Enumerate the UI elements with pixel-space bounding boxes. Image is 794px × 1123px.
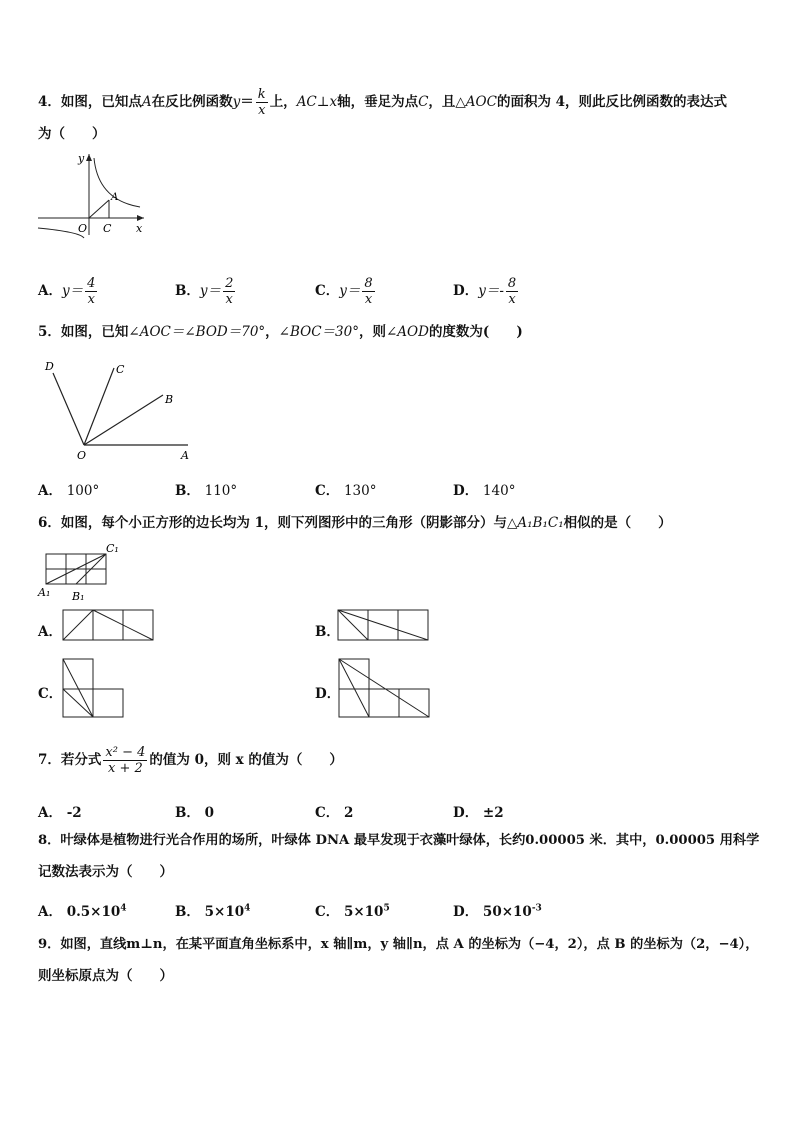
triangle-side [63,689,93,717]
q4-frac-den: x [258,103,266,118]
q4-label-y: y [78,152,85,165]
q6-option-b-figure[interactable] [337,609,431,642]
q5-target-angle: ∠AOD [385,324,429,340]
option-label: C． [315,904,340,920]
q4-frac-num: k [257,87,266,102]
option-label: D． [453,483,479,499]
option-label: C． [315,283,340,299]
q4-stem-line2: 为（ ） [38,126,106,142]
option-lhs: y＝ [339,283,361,299]
q6-option-b-label[interactable]: B． [315,624,340,640]
option-label: B． [175,904,200,920]
option-base: 50×10 [482,904,532,920]
option-value: 130° [343,483,377,499]
q5-label-o: O [77,449,87,462]
q5-figure [36,355,196,463]
q5-option-c[interactable] [315,479,376,499]
option-label: B． [175,805,200,821]
option-label: A． [38,483,62,499]
option-value: ±2 [482,805,504,821]
option-exp: 4 [120,903,127,914]
q5-ray-od [53,373,84,445]
q4-eq: ＝ [240,94,254,110]
q5-ray-ob [84,395,163,445]
option-value: 0 [204,805,215,821]
q9-stem-line1 [38,935,758,955]
q4-y-arrow [86,154,92,161]
option-den: x [364,292,373,307]
q6-option-d-figure[interactable] [338,658,432,719]
triangle-side [63,659,93,717]
q4-label-a: A [111,192,119,203]
q6-label-b1: B₁ [72,590,85,603]
option-den: x [87,292,95,307]
triangle-side [339,659,429,717]
option-label: A． [38,904,62,920]
q4-option-c[interactable] [315,276,377,307]
q8-number: 8． [38,833,61,848]
q4-perp: AC⊥x [296,94,338,110]
option-exp: 5 [383,903,390,914]
grid-cell [339,689,369,717]
q5-text: 如图，已知 [60,324,129,340]
q7-fraction [103,745,147,776]
q6-option-a-figure[interactable] [62,609,156,642]
option-fraction [506,276,518,307]
q4-option-a[interactable] [38,276,99,307]
q8-option-b[interactable] [175,900,250,920]
option-label: C． [315,483,340,499]
q4-figure [36,150,151,240]
grid-cell [369,689,399,717]
option-lhs: y＝- [478,283,504,299]
option-label: D． [453,283,479,299]
q7-number: 7． [38,752,61,768]
grid-cell [63,659,93,689]
q7-option-c[interactable] [315,801,353,821]
q5-label-a: A [181,449,189,462]
grid-cell [399,689,429,717]
option-label: A． [38,805,62,821]
q5-label-c: C [116,363,125,376]
option-fraction [85,276,97,307]
q8-option-c[interactable] [315,900,390,920]
q4-text: 轴，垂足为点 [337,94,419,110]
q5-option-a[interactable] [38,479,99,499]
q6-triangle: △A₁B₁C₁ [507,515,564,531]
q4-func-y: y [232,94,241,110]
option-exp: 4 [244,903,251,914]
option-label: B． [175,483,200,499]
grid-cell [339,659,369,689]
q4-text: 上， [269,94,297,110]
option-lhs: y＝ [199,283,222,299]
grid-cell [93,689,123,717]
q8-option-a[interactable] [38,900,127,920]
option-base: 5×10 [343,904,384,920]
q5-condition-1: ∠AOC＝∠BOD＝70° [128,324,266,340]
option-base: 5×10 [204,904,245,920]
q6-label-a1: A₁ [38,586,51,599]
q4-option-d[interactable] [453,276,520,307]
option-value: 100° [66,483,100,499]
q6-option-c-label[interactable]: C． [38,686,63,702]
q5-number: 5． [38,324,61,340]
q6-option-d-label[interactable]: D． [315,686,341,702]
q4-point-a: A [141,94,152,110]
q4-text: 在反比例函数 [151,94,233,110]
option-value: 140° [482,483,516,499]
q5-option-b[interactable] [175,479,237,499]
option-label: D． [453,805,479,821]
q9-text: 如图，直线m⊥n，在某平面直角坐标系中，x 轴∥m，y 轴∥n，点 A 的坐标为（−4，2），点 B 的坐标为（2，−4）， [60,937,759,952]
q7-option-a[interactable] [38,801,82,821]
q4-x-arrow [137,215,144,221]
q5-text: 的度数为( ) [428,324,523,340]
option-fraction [362,276,374,307]
q5-label-b: B [165,393,174,406]
option-base: 0.5×10 [66,904,121,920]
q6-option-c-figure[interactable] [62,658,126,719]
q6-option-a-label[interactable]: A． [38,624,62,640]
option-value: 110° [204,483,238,499]
q6-label-c1: C₁ [106,542,119,555]
q4-text: 的面积为 4，则此反比例函数的表达式 [496,94,728,110]
q7-frac-num: x² − 4 [105,745,146,760]
option-num: 2 [225,276,234,291]
q6-text: 相似的是（ ） [563,515,672,531]
q5-text: ，则 [358,324,386,340]
q9-stem-line2: 则坐标原点为（ ） [38,968,173,984]
option-label: C． [315,805,340,821]
q7-text: 的值为 0，则 x 的值为（ ） [149,752,343,768]
q8-option-d[interactable] [453,900,542,920]
option-fraction [223,276,235,307]
q8-text: 叶绿体是植物进行光合作用的场所，叶绿体 DNA 最早发现于衣藻叶绿体，长约0.00005 米．其中，0.00005 用科学 [60,833,760,848]
q7-text: 若分式 [60,752,102,768]
q7-option-d[interactable] [453,801,504,821]
q4-triangle: △AOC [455,94,497,110]
q5-condition-2: ∠BOC＝30° [278,324,359,340]
option-den: x [225,292,233,307]
q9-number: 9． [38,937,61,952]
option-num: 8 [364,276,373,291]
q5-stem [38,322,523,342]
q4-segment-oa [89,200,109,218]
q6-figure [36,542,126,604]
q4-text: ，且 [428,94,456,110]
option-num: 4 [87,276,96,291]
q6-number: 6． [38,515,61,531]
q6-text: 如图，每个小正方形的边长均为 1，则下列图形中的三角形（阴影部分）与 [60,515,507,531]
q4-label-o: O [78,222,88,235]
grid-cell [63,610,153,640]
q7-stem [38,745,343,776]
q8-stem-line1 [38,831,759,851]
q5-option-d[interactable] [453,479,515,499]
q4-label-x: x [136,222,143,235]
q4-fraction [256,87,268,118]
triangle-side [339,659,369,717]
triangle-side [63,610,93,640]
q7-option-b[interactable] [175,801,214,821]
option-label: B． [175,283,200,299]
option-den: x [508,292,516,307]
q4-label-c: C [103,222,112,235]
q5-ray-oc [84,368,114,445]
q6-stem [38,513,672,533]
option-num: 8 [507,276,517,291]
option-lhs: y＝ [61,283,84,299]
option-label: D． [453,904,479,920]
q5-sep: ， [265,324,279,340]
option-value: 2 [343,805,354,821]
q4-number: 4． [38,94,61,110]
option-exp: -3 [531,903,542,914]
q4-text: 如图，已知点 [60,94,142,110]
option-label: A． [38,283,62,299]
q5-label-d: D [45,360,54,373]
q7-frac-den: x + 2 [108,761,143,776]
q4-option-b[interactable] [175,276,237,307]
q4-point-c: C [418,94,429,110]
q8-stem-line2: 记数法表示为（ ） [38,864,173,880]
option-value: -2 [66,805,82,821]
q4-stem-line1 [38,87,727,118]
triangle-side [338,610,428,640]
